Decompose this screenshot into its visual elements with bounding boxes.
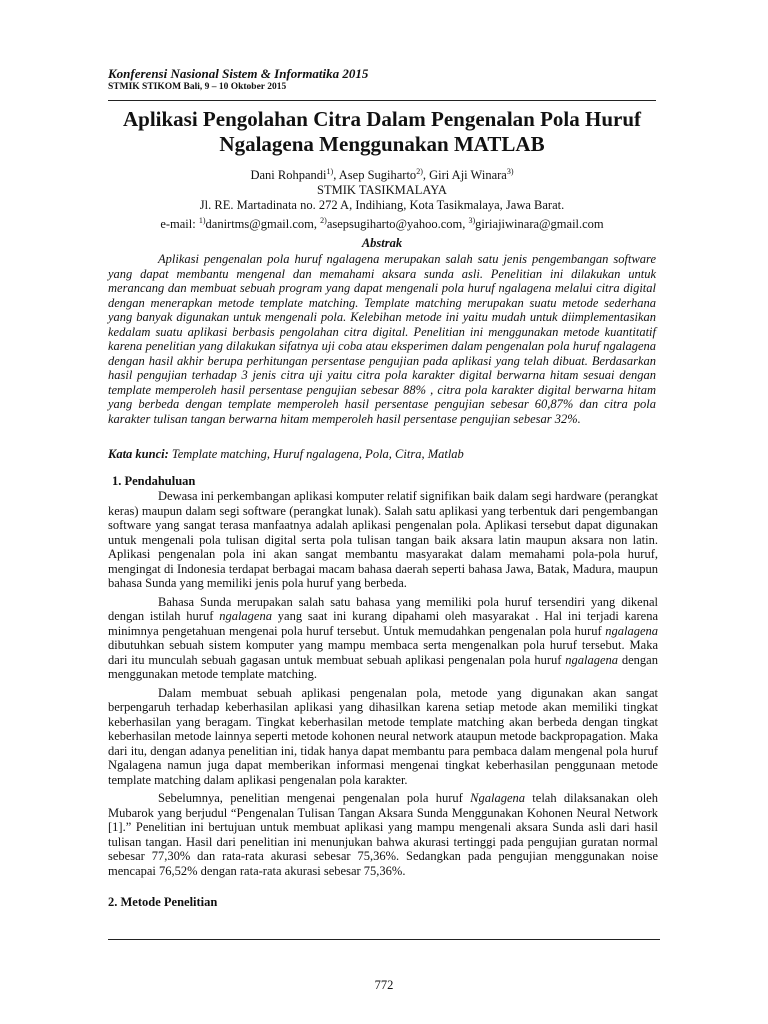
abstract-body: Aplikasi pengenalan pola huruf ngalagena merupakan salah satu jenis pengembangan software yang dapat membantu mengenal dan memahami aksara sunda asli. Penelitian ini dilakukan untuk merancang dan membuat sebuah program yang dapat mengenali pola huruf ngalagena melalui citra digital dengan menerapkan metode template matching. Template matching merupakan suatu metode sederhana yang banyak digunakan untuk mengenali pola. Kelebihan metode ini yaitu mudah untuk diimplementasikan kedalam suatu aplikasi berbasis pengolahan citra digital. Penelitian ini menggunakan metode kuantitatif karena penelitian yang dilakukan sifatnya uji coba atau eksperimen dalam pengenalan pola huruf ngalagena dengan hasil akhir berupa perhitungan persentase pengujian pada aplikasi yang telah dibuat. Berdasarkan hasil pengujian terhadap 3 jenis citra uji yaitu citra pola karakter digital berwarna hitam sesuai dengan template memperoleh hasil persentase pengujian sebesar 88% , citra pola karakter digital berwarna hitam yang berbeda dengan template memperoleh hasil persentase pengujian sebesar 60,87% dan citra pola karakter tulisan tangan berwarna hitam memperoleh hasil persentase pengujian sebesar 32%. bbox=[108, 252, 656, 426]
paragraph-text: Sebelumnya, penelitian mengenai pengenalan pola huruf bbox=[158, 791, 471, 805]
institution: STMIK TASIKMALAYA bbox=[317, 183, 447, 198]
term-italic: ngalagena bbox=[605, 623, 658, 638]
email-mark: 2) bbox=[320, 216, 327, 226]
section-heading-introduction: 1. Pendahuluan bbox=[112, 474, 196, 488]
email-mark: 1) bbox=[198, 216, 206, 226]
email-address[interactable]: giriajiwinara@gmail.com bbox=[475, 217, 604, 232]
author-block bbox=[108, 164, 656, 232]
paragraph-text: dibutuhkan sebuah sistem komputer yang mampu membaca serta mengenalkan pola huruf tersebut. Maka dari itu munculah sebuah gagasan untuk membuat sebuah aplikasi pengenalan pola huruf bbox=[108, 638, 658, 667]
author-mark: 2) bbox=[416, 167, 423, 176]
section-heading-methods: 2. Metode Penelitian bbox=[108, 895, 218, 909]
email-mark: 3) bbox=[468, 216, 476, 226]
footer-rule bbox=[108, 939, 660, 940]
email-label: e-mail: bbox=[160, 217, 196, 232]
paragraph-text: telah dilaksanakan oleh Mubarok yang berjudul “Pengenalan Tulisan Tangan Aksara Sunda Menggunakan Kohonen Neural Network [1].” Penelitian ini bertujuan untuk membuat aplikasi yang mampu mengenali aksara Sunda asli dari hasil tulisan tangan. Hasil dari penelitian ini menunjukan bahwa akurasi tertinggi pada pengujian guratan normal sebesar 77,30% dan rata-rata akurasi sebesar 75,36%. Sedangkan pada pengujian menggunakan noise mencapai 76,52% dengan rata-rata akurasi sebesar 75,36%. bbox=[108, 791, 658, 878]
header-rule bbox=[108, 100, 656, 101]
term-italic: Ngalagena bbox=[470, 791, 525, 805]
email-address[interactable]: asepsugiharto@yahoo.com, bbox=[326, 217, 466, 232]
paragraph-text: dengan menggunakan metode template matching. bbox=[108, 652, 658, 681]
author-mark: 1) bbox=[326, 167, 334, 176]
paragraph-text: yang saat ini kurang dipahami oleh masyarakat . Hal ini terjadi karena minimnya pengetahuan mengenai pola huruf tersebut. Untuk memudahkan pengenalan pola huruf bbox=[108, 609, 658, 638]
paragraph bbox=[108, 595, 658, 682]
paragraph bbox=[108, 791, 658, 878]
abstract-text bbox=[108, 252, 656, 426]
address: Jl. RE. Martadinata no. 272 A, Indihiang, Kota Tasikmalaya, Jawa Barat. bbox=[199, 198, 565, 213]
term-italic: ngalagena bbox=[219, 609, 272, 623]
conference-title: Konferensi Nasional Sistem & Informatika 2015 bbox=[108, 66, 369, 81]
email-address[interactable]: danirtms@gmail.com, bbox=[205, 217, 318, 232]
paragraph-text: Dalam membuat sebuah aplikasi pengenalan pola, metode yang digunakan akan sangat berpengaruh terhadap keberhasilan aplikasi yang dihasilkan karena setiap metode akan memiliki tingkat keberhasilan yang beragam. Tingkat keberhasilan metode template matching akan berbeda dengan tingkat keberhasilan metode lainnya seperti metode kohonen neural network ataupun metode backpropagation. Maka dari itu, dengan adanya penelitian ini, tidak hanya dapat membantu para pembaca dalam mengenal pola huruf Ngalagena namun juga dapat memberikan informasi mengenai tingkat keberhasilan penggunaan metode template matching dalam aplikasi pengenalan pola karakter. bbox=[108, 685, 658, 787]
paragraph bbox=[108, 489, 658, 591]
conference-venue: STMIK STIKOM Bali, 9 – 10 Oktober 2015 bbox=[108, 82, 287, 92]
paragraph-text: Dewasa ini perkembangan aplikasi komputer relatif signifikan baik dalam segi hardware (perangkat keras) maupun dalam segi software (perangkat lunak). Salah satu aplikasi yang terbentuk dari pengembangan software yang sangat terasa manfaatnya adalah aplikasi pengenalan pola. Aplikasi tersebut dapat digunakan untuk mengenali pola tulisan digital serta pola tulisan tangan baik aksara latin maupun aksara non latin. Aplikasi pengenalan pola ini akan sangat membantu masyarakat dalam memahami pola-pola huruf, mengingat di Indonesia terdapat berbagai macam bahasa daerah seperti bahasa Jawa, Batak, Madura, maupun bahasa Sunda yang memiliki jenis pola huruf yang berbeda. bbox=[108, 489, 658, 590]
author-name: Dani Rohpandi bbox=[250, 168, 327, 183]
page-number: 772 bbox=[374, 978, 394, 992]
author-list: Dani Rohpandi$^{1)}$, Asep Sugiharto$^{2)}$, Giri Aji Winara$^{3)}$ bbox=[250, 167, 514, 183]
email-line bbox=[108, 213, 656, 232]
keywords-text: Template matching, Huruf ngalagena, Pola, Citra, Matlab bbox=[171, 447, 464, 461]
paper-title: Aplikasi Pengolahan Citra Dalam Pengenalan Pola Huruf Ngalagena Menggunakan MATLAB bbox=[122, 107, 642, 156]
term-italic: ngalagena bbox=[565, 652, 619, 667]
paragraph bbox=[108, 686, 658, 788]
keywords-line bbox=[108, 447, 656, 462]
author-mark: 3) bbox=[506, 167, 514, 176]
author-name: Giri Aji Winara bbox=[429, 168, 507, 183]
paragraph-text: Bahasa Sunda merupakan salah satu bahasa yang memiliki pola huruf tersendiri yang dikenal dengan istilah huruf bbox=[108, 594, 658, 623]
introduction-body bbox=[108, 489, 658, 882]
keywords-label: Kata kunci: bbox=[108, 447, 169, 461]
abstract-heading: Abstrak bbox=[361, 236, 403, 250]
author-name: Asep Sugiharto bbox=[338, 168, 417, 183]
